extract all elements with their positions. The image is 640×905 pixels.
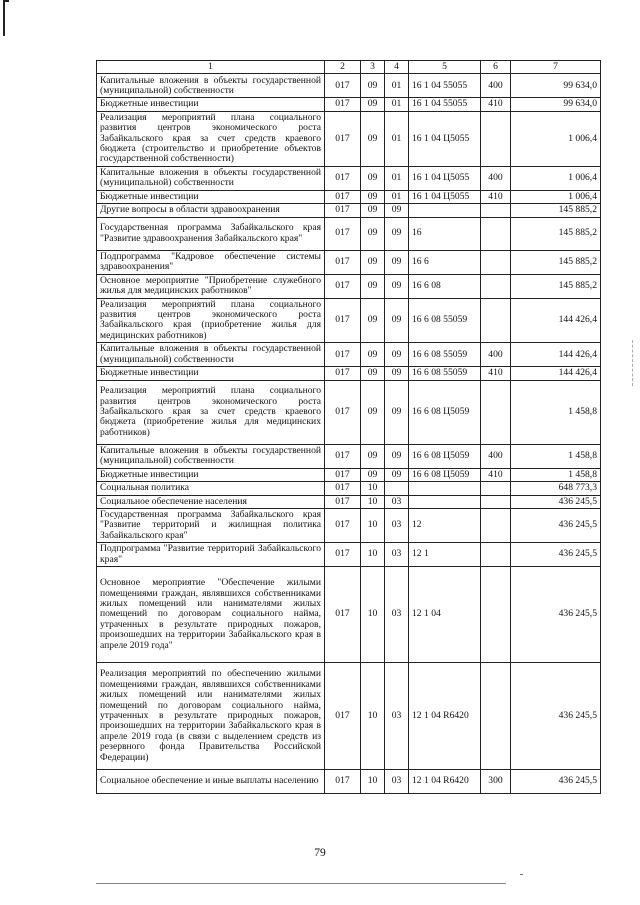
ministry-code-cell: 017 — [325, 250, 361, 274]
table-row — [97, 111, 601, 166]
item-name-cell: Основное мероприятие "Приобретение служебного жилья для медицинских работников" — [97, 274, 325, 298]
item-name-cell: Бюджетные инвестиции — [97, 98, 325, 111]
amount-cell: 436 245,5 — [511, 543, 601, 567]
section-code-cell: 09 — [361, 166, 385, 190]
ministry-code-cell: 017 — [325, 543, 361, 567]
target-article-cell: 16 1 04 55055 — [409, 74, 481, 98]
table-row — [97, 567, 601, 663]
target-article-cell: 16 6 08 Ц5059 — [409, 380, 481, 444]
header-cell-5: 5 — [409, 61, 481, 74]
subsection-code-cell: 01 — [385, 190, 409, 203]
expense-type-cell — [481, 380, 511, 444]
section-code-cell: 09 — [361, 190, 385, 203]
page-number: 79 — [314, 847, 326, 859]
amount-cell: 1 006,4 — [511, 111, 601, 166]
amount-cell: 436 245,5 — [511, 567, 601, 663]
subsection-code-cell: 01 — [385, 166, 409, 190]
section-code-cell: 10 — [361, 770, 385, 794]
item-name-cell: Капитальные вложения в объекты государственной (муниципальной) собственности — [97, 444, 325, 468]
table-body — [97, 61, 601, 794]
table-row — [97, 250, 601, 274]
item-name-cell: Капитальные вложения в объекты государственной (муниципальной) собственности — [97, 343, 325, 367]
item-name-cell: Капитальные вложения в объекты государственной (муниципальной) собственности — [97, 166, 325, 190]
subsection-code-cell: 03 — [385, 508, 409, 542]
subsection-code-cell: 09 — [385, 380, 409, 444]
subsection-code-cell: 01 — [385, 111, 409, 166]
section-code-cell: 09 — [361, 217, 385, 250]
ministry-code-cell: 017 — [325, 166, 361, 190]
amount-cell: 436 245,5 — [511, 663, 601, 770]
section-code-cell: 09 — [361, 380, 385, 444]
item-name-cell: Основное мероприятие "Обеспечение жилыми помещениями граждан, являвшихся собственниками жилых помещений или нанимателями жилых помещений по договорам социального найма, утраченных в результате природных пожаров, произошедших на территории Забайкальского края в апреле 2019 года" — [97, 567, 325, 663]
subsection-code-cell: 09 — [385, 367, 409, 380]
amount-cell: 144 426,4 — [511, 367, 601, 380]
table-row — [97, 190, 601, 203]
table-header-row — [97, 61, 601, 74]
ministry-code-cell: 017 — [325, 343, 361, 367]
section-code-cell: 10 — [361, 495, 385, 508]
expense-type-cell — [481, 274, 511, 298]
table-row — [97, 482, 601, 495]
amount-cell: 648 773,3 — [511, 482, 601, 495]
subsection-code-cell: 03 — [385, 567, 409, 663]
ministry-code-cell: 017 — [325, 274, 361, 298]
expense-type-cell — [481, 567, 511, 663]
section-code-cell: 09 — [361, 74, 385, 98]
table-row — [97, 166, 601, 190]
subsection-code-cell: 03 — [385, 663, 409, 770]
amount-cell: 1 458,8 — [511, 444, 601, 468]
amount-cell: 145 885,2 — [511, 274, 601, 298]
target-article-cell: 16 6 08 Ц5059 — [409, 444, 481, 468]
subsection-code-cell: 09 — [385, 250, 409, 274]
ministry-code-cell: 017 — [325, 508, 361, 542]
expense-type-cell — [481, 495, 511, 508]
subsection-code-cell: 03 — [385, 543, 409, 567]
item-name-cell: Подпрограмма "Развитие территорий Забайкальского края" — [97, 543, 325, 567]
target-article-cell: 16 6 08 55059 — [409, 367, 481, 380]
amount-cell: 144 426,4 — [511, 298, 601, 343]
target-article-cell — [409, 204, 481, 217]
amount-cell: 1 458,8 — [511, 380, 601, 444]
subsection-code-cell: 09 — [385, 343, 409, 367]
ministry-code-cell: 017 — [325, 204, 361, 217]
table-row — [97, 274, 601, 298]
expense-type-cell: 410 — [481, 98, 511, 111]
table-row — [97, 543, 601, 567]
table-row — [97, 98, 601, 111]
table-row — [97, 508, 601, 542]
expense-type-cell — [481, 250, 511, 274]
subsection-code-cell: 01 — [385, 74, 409, 98]
target-article-cell: 12 1 04 R6420 — [409, 770, 481, 794]
section-code-cell: 09 — [361, 444, 385, 468]
expense-type-cell — [481, 663, 511, 770]
table-row — [97, 74, 601, 98]
amount-cell: 1 006,4 — [511, 166, 601, 190]
table-row — [97, 770, 601, 794]
subsection-code-cell — [385, 482, 409, 495]
section-code-cell: 10 — [361, 543, 385, 567]
item-name-cell: Социальная политика — [97, 482, 325, 495]
expense-type-cell: 410 — [481, 367, 511, 380]
expense-type-cell — [481, 508, 511, 542]
section-code-cell: 09 — [361, 274, 385, 298]
subsection-code-cell: 09 — [385, 204, 409, 217]
ministry-code-cell: 017 — [325, 217, 361, 250]
ministry-code-cell: 017 — [325, 74, 361, 98]
scan-corner-mark — [3, 0, 9, 36]
target-article-cell: 16 6 08 Ц5059 — [409, 468, 481, 481]
item-name-cell: Бюджетные инвестиции — [97, 367, 325, 380]
amount-cell: 1 458,8 — [511, 468, 601, 481]
amount-cell: 145 885,2 — [511, 217, 601, 250]
table-row — [97, 343, 601, 367]
ministry-code-cell: 017 — [325, 468, 361, 481]
ministry-code-cell: 017 — [325, 482, 361, 495]
table-row — [97, 298, 601, 343]
budget-table — [96, 60, 601, 794]
target-article-cell — [409, 482, 481, 495]
table-row — [97, 468, 601, 481]
ministry-code-cell: 017 — [325, 298, 361, 343]
expense-type-cell — [481, 482, 511, 495]
subsection-code-cell: 09 — [385, 274, 409, 298]
subsection-code-cell: 09 — [385, 298, 409, 343]
target-article-cell: 16 6 08 — [409, 274, 481, 298]
section-code-cell: 09 — [361, 298, 385, 343]
subsection-code-cell: 03 — [385, 495, 409, 508]
amount-cell: 99 634,0 — [511, 98, 601, 111]
scan-speck — [520, 874, 523, 875]
target-article-cell: 12 1 04 — [409, 567, 481, 663]
section-code-cell: 09 — [361, 343, 385, 367]
item-name-cell: Капитальные вложения в объекты государственной (муниципальной) собственности — [97, 74, 325, 98]
subsection-code-cell: 09 — [385, 468, 409, 481]
target-article-cell: 16 6 08 55059 — [409, 343, 481, 367]
amount-cell: 144 426,4 — [511, 343, 601, 367]
ministry-code-cell: 017 — [325, 380, 361, 444]
target-article-cell: 12 — [409, 508, 481, 542]
amount-cell: 436 245,5 — [511, 508, 601, 542]
expense-type-cell: 400 — [481, 166, 511, 190]
ministry-code-cell: 017 — [325, 111, 361, 166]
target-article-cell: 12 1 — [409, 543, 481, 567]
target-article-cell: 16 6 08 55059 — [409, 298, 481, 343]
amount-cell: 436 245,5 — [511, 770, 601, 794]
table-row — [97, 380, 601, 444]
ministry-code-cell: 017 — [325, 190, 361, 203]
subsection-code-cell: 09 — [385, 217, 409, 250]
table-row — [97, 663, 601, 770]
target-article-cell: 16 1 04 Ц5055 — [409, 111, 481, 166]
section-code-cell: 09 — [361, 367, 385, 380]
target-article-cell: 12 1 04 R6420 — [409, 663, 481, 770]
table-row — [97, 204, 601, 217]
header-cell-1: 1 — [97, 61, 325, 74]
header-cell-2: 2 — [325, 61, 361, 74]
ministry-code-cell: 017 — [325, 770, 361, 794]
section-code-cell: 09 — [361, 250, 385, 274]
section-code-cell: 09 — [361, 204, 385, 217]
expense-type-cell — [481, 204, 511, 217]
expense-type-cell: 400 — [481, 343, 511, 367]
item-name-cell: Подпрограмма "Кадровое обеспечение системы здравоохранения" — [97, 250, 325, 274]
amount-cell: 99 634,0 — [511, 74, 601, 98]
expense-type-cell: 410 — [481, 190, 511, 203]
subsection-code-cell: 01 — [385, 98, 409, 111]
expense-type-cell — [481, 543, 511, 567]
expense-type-cell: 400 — [481, 444, 511, 468]
target-article-cell: 16 1 04 Ц5055 — [409, 190, 481, 203]
expense-type-cell: 410 — [481, 468, 511, 481]
ministry-code-cell: 017 — [325, 567, 361, 663]
ministry-code-cell: 017 — [325, 98, 361, 111]
ministry-code-cell: 017 — [325, 663, 361, 770]
expense-type-cell — [481, 298, 511, 343]
item-name-cell: Социальное обеспечение населения — [97, 495, 325, 508]
section-code-cell: 10 — [361, 663, 385, 770]
expense-type-cell — [481, 111, 511, 166]
table-row — [97, 495, 601, 508]
footer-rule — [96, 883, 506, 884]
ministry-code-cell: 017 — [325, 495, 361, 508]
target-article-cell: 16 6 — [409, 250, 481, 274]
amount-cell: 145 885,2 — [511, 204, 601, 217]
header-cell-4: 4 — [385, 61, 409, 74]
expense-type-cell: 300 — [481, 770, 511, 794]
section-code-cell: 10 — [361, 508, 385, 542]
amount-cell: 1 006,4 — [511, 190, 601, 203]
item-name-cell: Социальное обеспечение и иные выплаты населению — [97, 770, 325, 794]
section-code-cell: 09 — [361, 111, 385, 166]
subsection-code-cell: 09 — [385, 444, 409, 468]
target-article-cell: 16 1 04 Ц5055 — [409, 166, 481, 190]
target-article-cell — [409, 495, 481, 508]
target-article-cell: 16 — [409, 217, 481, 250]
ministry-code-cell: 017 — [325, 444, 361, 468]
section-code-cell: 09 — [361, 98, 385, 111]
amount-cell: 436 245,5 — [511, 495, 601, 508]
scan-edge-mark — [632, 340, 634, 386]
section-code-cell: 10 — [361, 482, 385, 495]
header-cell-6: 6 — [481, 61, 511, 74]
table-row — [97, 367, 601, 380]
subsection-code-cell: 03 — [385, 770, 409, 794]
item-name-cell: Государственная программа Забайкальского края "Развитие здравоохранения Забайкальского края" — [97, 217, 325, 250]
expense-type-cell: 400 — [481, 74, 511, 98]
item-name-cell: Бюджетные инвестиции — [97, 468, 325, 481]
item-name-cell: Реализация мероприятий по обеспечению жилыми помещениями граждан, являвшихся собственниками жилых помещений или нанимателями жилых помещений по договорам социального найма, утраченных в результате природных пожаров, произошедших на территории Забайкальского края в апреле 2019 года (в связи с выделением средств из резервного фонда Правительства Российской Федерации) — [97, 663, 325, 770]
item-name-cell: Другие вопросы в области здравоохранения — [97, 204, 325, 217]
item-name-cell: Реализация мероприятий плана социального развития центров экономического роста Забайкальского края за счет средств краевого бюджета (строительство и приобретение объектов государственной собственности) — [97, 111, 325, 166]
table-row — [97, 444, 601, 468]
expense-type-cell — [481, 217, 511, 250]
section-code-cell: 09 — [361, 468, 385, 481]
section-code-cell: 10 — [361, 567, 385, 663]
target-article-cell: 16 1 04 55055 — [409, 98, 481, 111]
item-name-cell: Бюджетные инвестиции — [97, 190, 325, 203]
amount-cell: 145 885,2 — [511, 250, 601, 274]
item-name-cell: Реализация мероприятий плана социального развития центров экономического роста Забайкальского края (приобретение жилья для медицинских работников) — [97, 298, 325, 343]
table-row — [97, 217, 601, 250]
header-cell-3: 3 — [361, 61, 385, 74]
item-name-cell: Государственная программа Забайкальского края "Развитие территорий и жилищная политика Забайкальского края" — [97, 508, 325, 542]
ministry-code-cell: 017 — [325, 367, 361, 380]
header-cell-7: 7 — [511, 61, 601, 74]
item-name-cell: Реализация мероприятий плана социального развития центров экономического роста Забайкальского края за счет средств краевого бюджета (приобретение жилья для медицинских работников) — [97, 380, 325, 444]
